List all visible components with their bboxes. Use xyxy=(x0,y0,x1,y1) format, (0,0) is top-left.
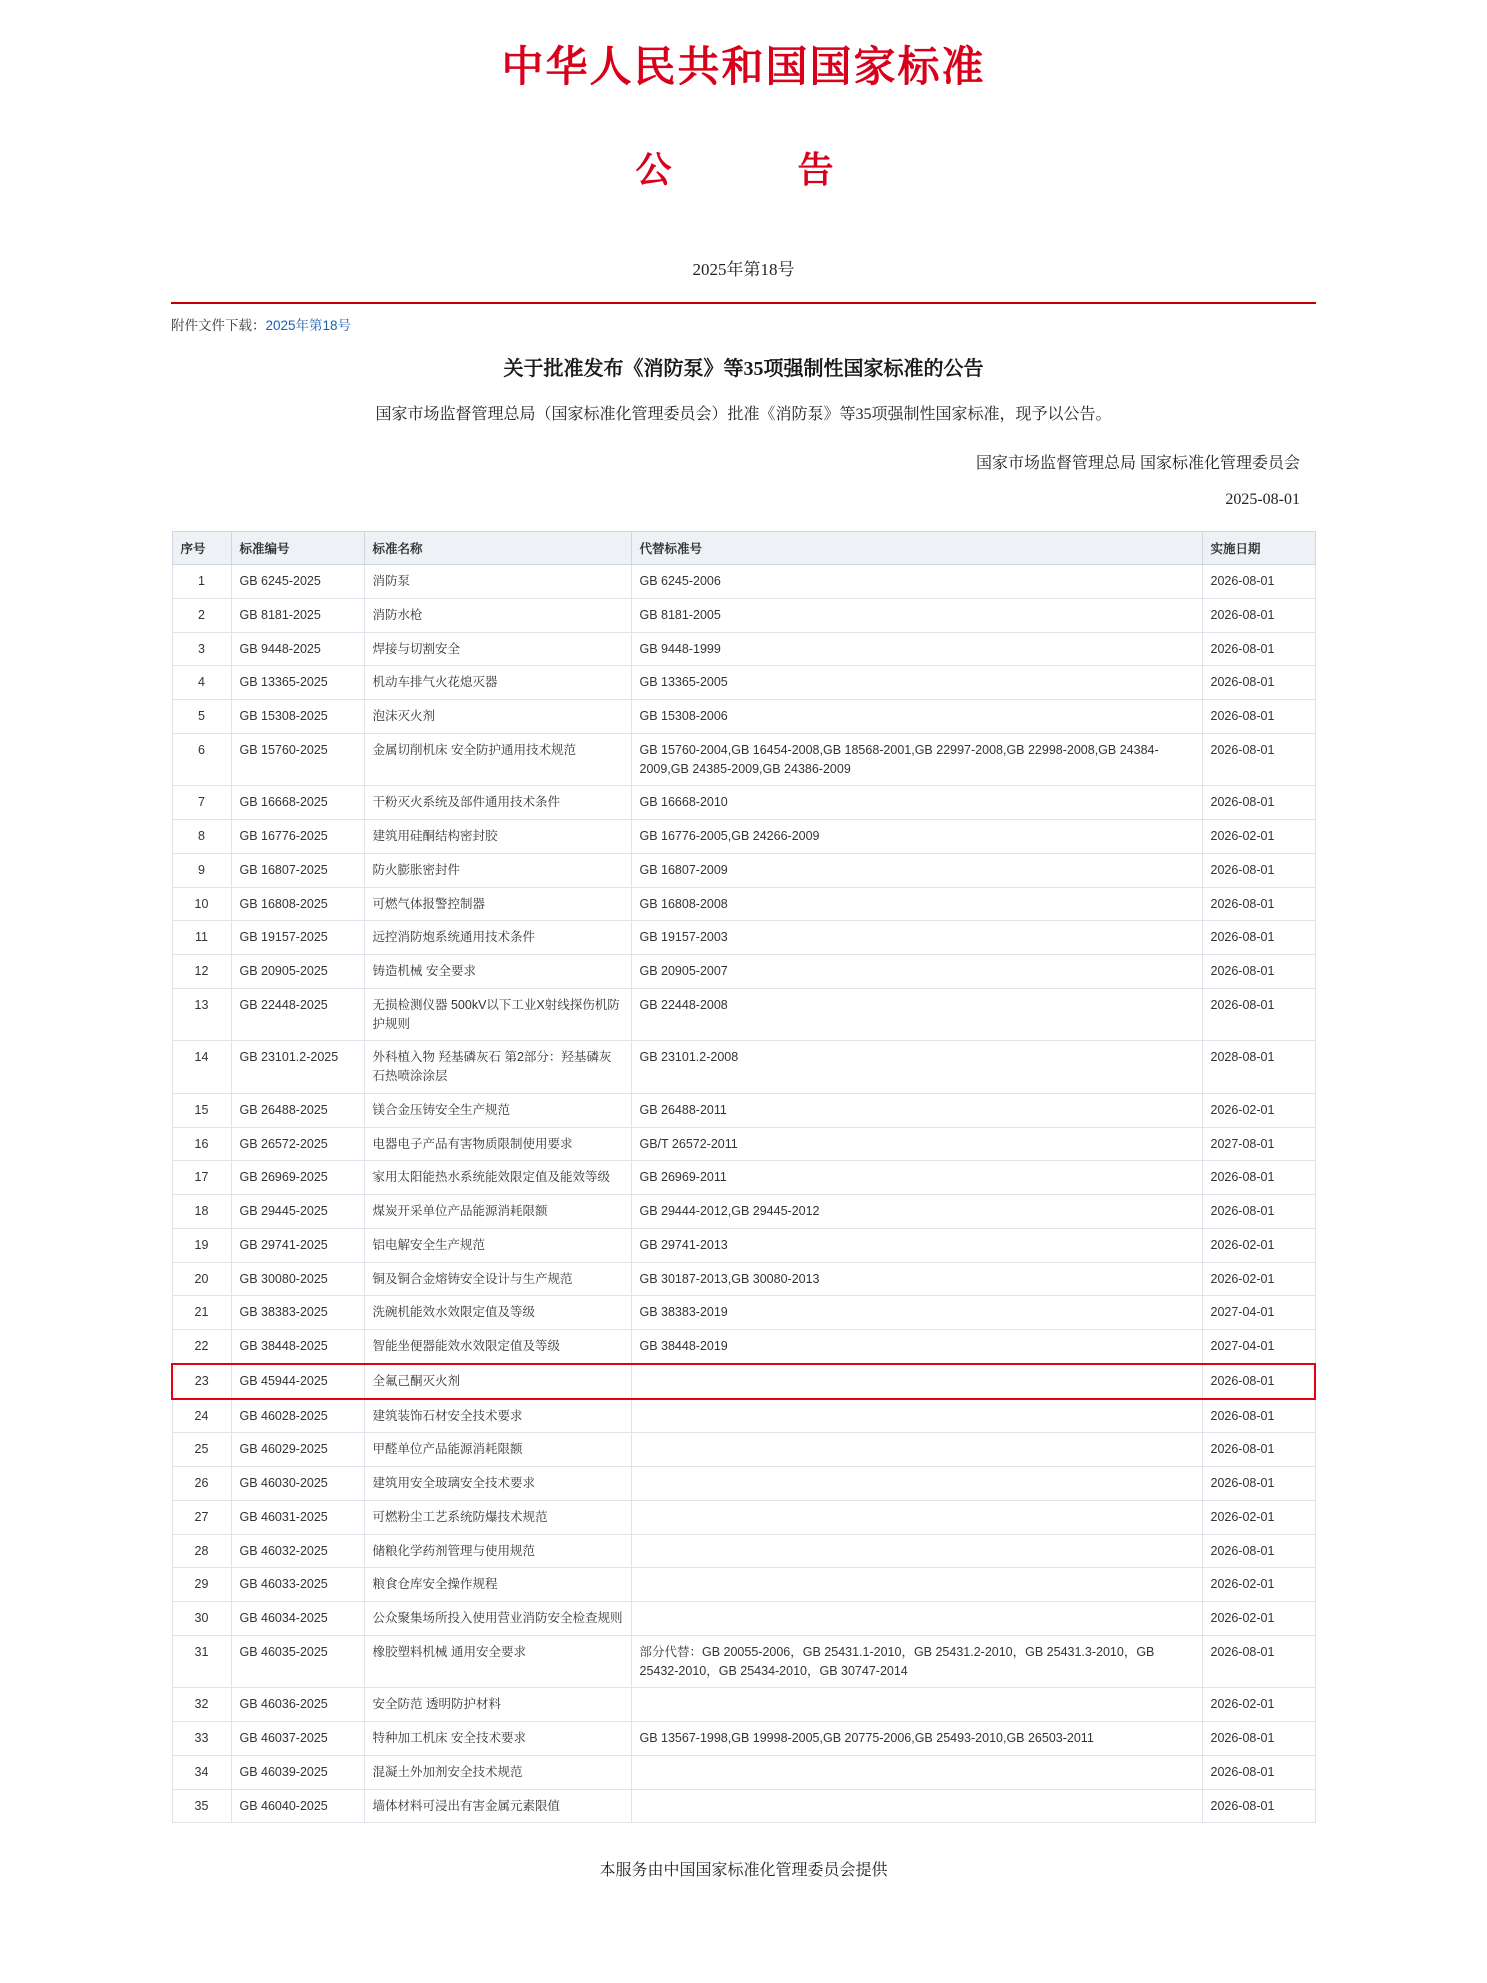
cell-standard-code: GB 16776-2025 xyxy=(231,820,364,854)
cell-standard-code: GB 46029-2025 xyxy=(231,1433,364,1467)
table-row xyxy=(172,1262,1315,1296)
cell-index: 8 xyxy=(172,820,231,854)
column-header-effective-date: 实施日期 xyxy=(1202,532,1315,565)
cell-standard-code: GB 29445-2025 xyxy=(231,1195,364,1229)
cell-replaced-code: GB 16668-2010 xyxy=(631,786,1202,820)
cell-replaced-code: GB 29741-2013 xyxy=(631,1228,1202,1262)
cell-standard-code: GB 22448-2025 xyxy=(231,988,364,1041)
cell-effective-date: 2026-08-01 xyxy=(1202,786,1315,820)
cell-standard-name[interactable]: 铜及铜合金熔铸安全设计与生产规范 xyxy=(364,1262,631,1296)
cell-effective-date: 2026-02-01 xyxy=(1202,1500,1315,1534)
cell-replaced-code xyxy=(631,1467,1202,1501)
table-row xyxy=(172,632,1315,666)
cell-standard-name[interactable]: 镁合金压铸安全生产规范 xyxy=(364,1093,631,1127)
table-row xyxy=(172,1228,1315,1262)
divider xyxy=(171,302,1316,304)
cell-replaced-code: GB 16807-2009 xyxy=(631,853,1202,887)
cell-standard-code: GB 8181-2025 xyxy=(231,598,364,632)
cell-effective-date: 2026-08-01 xyxy=(1202,1534,1315,1568)
cell-effective-date: 2026-08-01 xyxy=(1202,1635,1315,1688)
cell-standard-code: GB 46035-2025 xyxy=(231,1635,364,1688)
cell-effective-date: 2026-02-01 xyxy=(1202,1262,1315,1296)
cell-standard-name[interactable]: 无损检测仪器 500kV以下工业X射线探伤机防护规则 xyxy=(364,988,631,1041)
cell-effective-date: 2026-02-01 xyxy=(1202,1568,1315,1602)
cell-standard-name[interactable]: 公众聚集场所投入使用营业消防安全检查规则 xyxy=(364,1602,631,1636)
cell-index: 27 xyxy=(172,1500,231,1534)
cell-effective-date: 2026-08-01 xyxy=(1202,1161,1315,1195)
cell-effective-date: 2026-02-01 xyxy=(1202,1228,1315,1262)
cell-effective-date: 2026-08-01 xyxy=(1202,887,1315,921)
cell-standard-name[interactable]: 全氟己酮灭火剂 xyxy=(364,1364,631,1399)
cell-standard-code: GB 46036-2025 xyxy=(231,1688,364,1722)
cell-replaced-code: GB 13365-2005 xyxy=(631,666,1202,700)
cell-effective-date: 2026-08-01 xyxy=(1202,1789,1315,1823)
cell-replaced-code: GB 30187-2013,GB 30080-2013 xyxy=(631,1262,1202,1296)
cell-effective-date: 2026-08-01 xyxy=(1202,1364,1315,1399)
cell-standard-code: GB 38448-2025 xyxy=(231,1330,364,1364)
document-signature: 国家市场监督管理总局 国家标准化管理委员会 xyxy=(975,455,1300,472)
cell-standard-code: GB 15760-2025 xyxy=(231,733,364,786)
table-row xyxy=(172,1195,1315,1229)
cell-index: 17 xyxy=(172,1161,231,1195)
cell-replaced-code xyxy=(631,1534,1202,1568)
column-header-replaced-code: 代替标准号 xyxy=(631,532,1202,565)
cell-index: 21 xyxy=(172,1296,231,1330)
cell-standard-code: GB 26572-2025 xyxy=(231,1127,364,1161)
cell-replaced-code: 部分代替：GB 20055-2006，GB 25431.1-2010，GB 25431.2-2010，GB 25431.3-2010，GB 25432-2010，GB 25434-2010，GB 30747-2014 xyxy=(631,1635,1202,1688)
attachment-line xyxy=(171,314,1316,334)
table-row xyxy=(172,700,1315,734)
cell-standard-code: GB 46034-2025 xyxy=(231,1602,364,1636)
cell-effective-date: 2026-08-01 xyxy=(1202,1722,1315,1756)
cell-replaced-code: GB 38448-2019 xyxy=(631,1330,1202,1364)
footer-text: 本服务由中国国家标准化管理委员会提供 xyxy=(599,1862,888,1880)
red-rule xyxy=(171,302,1316,304)
cell-standard-code: GB 16668-2025 xyxy=(231,786,364,820)
cell-standard-name[interactable]: 橡胶塑料机械 通用安全要求 xyxy=(364,1635,631,1688)
cell-standard-name[interactable]: 甲醛单位产品能源消耗限额 xyxy=(364,1433,631,1467)
cell-standard-code: GB 46037-2025 xyxy=(231,1722,364,1756)
cell-index: 22 xyxy=(172,1330,231,1364)
cell-effective-date: 2026-02-01 xyxy=(1202,820,1315,854)
cell-index: 32 xyxy=(172,1688,231,1722)
cell-replaced-code: GB 22448-2008 xyxy=(631,988,1202,1041)
cell-effective-date: 2026-08-01 xyxy=(1202,733,1315,786)
cell-standard-name[interactable]: 煤炭开采单位产品能源消耗限额 xyxy=(364,1195,631,1229)
cell-effective-date: 2027-04-01 xyxy=(1202,1296,1315,1330)
cell-index: 35 xyxy=(172,1789,231,1823)
cell-standard-name[interactable]: 消防水枪 xyxy=(364,598,631,632)
cell-standard-code: GB 6245-2025 xyxy=(231,565,364,599)
cell-standard-name[interactable]: 洗碗机能效水效限定值及等级 xyxy=(364,1296,631,1330)
cell-index: 23 xyxy=(172,1364,231,1399)
cell-index: 20 xyxy=(172,1262,231,1296)
cell-effective-date: 2028-08-01 xyxy=(1202,1041,1315,1094)
table-row xyxy=(172,1722,1315,1756)
cell-index: 18 xyxy=(172,1195,231,1229)
table-row xyxy=(172,1635,1315,1688)
cell-effective-date: 2026-08-01 xyxy=(1202,632,1315,666)
cell-index: 1 xyxy=(172,565,231,599)
cell-index: 7 xyxy=(172,786,231,820)
table-row xyxy=(172,1534,1315,1568)
cell-standard-code: GB 46028-2025 xyxy=(231,1399,364,1433)
cell-standard-name[interactable]: 干粉灭火系统及部件通用技术条件 xyxy=(364,786,631,820)
table-row xyxy=(172,1789,1315,1823)
cell-standard-name[interactable]: 电器电子产品有害物质限制使用要求 xyxy=(364,1127,631,1161)
column-header-standard-code: 标准编号 xyxy=(231,532,364,565)
attachment-download-link[interactable]: 2025年第18号 xyxy=(265,318,352,333)
cell-standard-code: GB 13365-2025 xyxy=(231,666,364,700)
table-row xyxy=(172,988,1315,1041)
table-row xyxy=(172,1161,1315,1195)
table-head xyxy=(172,532,1315,565)
cell-standard-code: GB 16808-2025 xyxy=(231,887,364,921)
cell-standard-name[interactable]: 泡沫灭火剂 xyxy=(364,700,631,734)
cell-replaced-code xyxy=(631,1755,1202,1789)
table-row xyxy=(172,887,1315,921)
cell-index: 26 xyxy=(172,1467,231,1501)
cell-standard-code: GB 26969-2025 xyxy=(231,1161,364,1195)
cell-index: 11 xyxy=(172,921,231,955)
cell-replaced-code: GB 29444-2012,GB 29445-2012 xyxy=(631,1195,1202,1229)
table-row xyxy=(172,1041,1315,1094)
table-row xyxy=(172,786,1315,820)
column-header-index: 序号 xyxy=(172,532,231,565)
cell-effective-date: 2026-08-01 xyxy=(1202,1399,1315,1433)
cell-standard-name[interactable]: 远控消防炮系统通用技术条件 xyxy=(364,921,631,955)
cell-standard-code: GB 15308-2025 xyxy=(231,700,364,734)
cell-replaced-code: GB 16776-2005,GB 24266-2009 xyxy=(631,820,1202,854)
cell-index: 34 xyxy=(172,1755,231,1789)
cell-effective-date: 2026-08-01 xyxy=(1202,700,1315,734)
cell-standard-code: GB 29741-2025 xyxy=(231,1228,364,1262)
cell-effective-date: 2026-08-01 xyxy=(1202,565,1315,599)
table-row xyxy=(172,1467,1315,1501)
cell-standard-name[interactable]: 金属切削机床 安全防护通用技术规范 xyxy=(364,733,631,786)
cell-standard-name[interactable]: 消防泵 xyxy=(364,565,631,599)
cell-standard-code: GB 19157-2025 xyxy=(231,921,364,955)
cell-standard-name[interactable]: 安全防范 透明防护材料 xyxy=(364,1688,631,1722)
cell-replaced-code xyxy=(631,1500,1202,1534)
cell-index: 31 xyxy=(172,1635,231,1688)
table-row xyxy=(172,1688,1315,1722)
cell-standard-name[interactable]: 可燃气体报警控制器 xyxy=(364,887,631,921)
cell-index: 29 xyxy=(172,1568,231,1602)
table-row xyxy=(172,598,1315,632)
cell-effective-date: 2027-08-01 xyxy=(1202,1127,1315,1161)
cell-replaced-code: GB 26969-2011 xyxy=(631,1161,1202,1195)
cell-standard-code: GB 9448-2025 xyxy=(231,632,364,666)
cell-replaced-code: GB 9448-1999 xyxy=(631,632,1202,666)
cell-replaced-code: GB 23101.2-2008 xyxy=(631,1041,1202,1094)
cell-standard-code: GB 46040-2025 xyxy=(231,1789,364,1823)
cell-standard-name[interactable]: 防火膨胀密封件 xyxy=(364,853,631,887)
cell-index: 25 xyxy=(172,1433,231,1467)
cell-effective-date: 2026-08-01 xyxy=(1202,1755,1315,1789)
cell-standard-name[interactable]: 建筑用硅酮结构密封胶 xyxy=(364,820,631,854)
cell-replaced-code: GB/T 26572-2011 xyxy=(631,1127,1202,1161)
cell-effective-date: 2026-02-01 xyxy=(1202,1093,1315,1127)
cell-effective-date: 2026-02-01 xyxy=(1202,1602,1315,1636)
cell-standard-code: GB 20905-2025 xyxy=(231,955,364,989)
cell-replaced-code xyxy=(631,1568,1202,1602)
cell-standard-code: GB 23101.2-2025 xyxy=(231,1041,364,1094)
table-row xyxy=(172,666,1315,700)
cell-effective-date: 2026-08-01 xyxy=(1202,853,1315,887)
table-row xyxy=(172,820,1315,854)
cell-standard-name[interactable]: 建筑装饰石材安全技术要求 xyxy=(364,1399,631,1433)
cell-standard-name[interactable]: 铸造机械 安全要求 xyxy=(364,955,631,989)
table-row xyxy=(172,1364,1315,1399)
cell-standard-name[interactable]: 焊接与切割安全 xyxy=(364,632,631,666)
cell-standard-code: GB 16807-2025 xyxy=(231,853,364,887)
cell-replaced-code: GB 38383-2019 xyxy=(631,1296,1202,1330)
table-row xyxy=(172,1330,1315,1364)
cell-effective-date: 2026-08-01 xyxy=(1202,1433,1315,1467)
cell-index: 28 xyxy=(172,1534,231,1568)
cell-effective-date: 2026-08-01 xyxy=(1202,1467,1315,1501)
cell-index: 16 xyxy=(172,1127,231,1161)
table-row xyxy=(172,853,1315,887)
cell-standard-name[interactable]: 建筑用安全玻璃安全技术要求 xyxy=(364,1467,631,1501)
cell-standard-code: GB 46039-2025 xyxy=(231,1755,364,1789)
cell-effective-date: 2027-04-01 xyxy=(1202,1330,1315,1364)
cell-replaced-code xyxy=(631,1688,1202,1722)
document-date: 2025-08-01 xyxy=(1225,491,1300,508)
cell-index: 30 xyxy=(172,1602,231,1636)
cell-standard-name[interactable]: 智能坐便器能效水效限定值及等级 xyxy=(364,1330,631,1364)
cell-replaced-code xyxy=(631,1602,1202,1636)
cell-replaced-code xyxy=(631,1364,1202,1399)
table-row xyxy=(172,1127,1315,1161)
cell-index: 6 xyxy=(172,733,231,786)
table-row xyxy=(172,1399,1315,1433)
cell-standard-name[interactable]: 混凝土外加剂安全技术规范 xyxy=(364,1755,631,1789)
table-header-row xyxy=(172,532,1315,565)
cell-standard-name[interactable]: 储粮化学药剂管理与使用规范 xyxy=(364,1534,631,1568)
document-title: 关于批准发布《消防泵》等35项强制性国家标准的公告 xyxy=(503,358,984,380)
cell-index: 33 xyxy=(172,1722,231,1756)
cell-effective-date: 2026-08-01 xyxy=(1202,988,1315,1041)
cell-index: 10 xyxy=(172,887,231,921)
cell-standard-name[interactable]: 家用太阳能热水系统能效限定值及能效等级 xyxy=(364,1161,631,1195)
table-row xyxy=(172,1500,1315,1534)
cell-standard-code: GB 46033-2025 xyxy=(231,1568,364,1602)
table-body xyxy=(172,565,1315,1823)
cell-standard-name[interactable]: 外科植入物 羟基磷灰石 第2部分：羟基磷灰石热喷涂涂层 xyxy=(364,1041,631,1094)
table-row xyxy=(172,1602,1315,1636)
cell-standard-name[interactable]: 铝电解安全生产规范 xyxy=(364,1228,631,1262)
cell-standard-code: GB 45944-2025 xyxy=(231,1364,364,1399)
cell-index: 14 xyxy=(172,1041,231,1094)
cell-index: 24 xyxy=(172,1399,231,1433)
cell-index: 12 xyxy=(172,955,231,989)
cell-standard-name[interactable]: 机动车排气火花熄灭器 xyxy=(364,666,631,700)
attachment-label: 附件文件下载： xyxy=(171,318,266,333)
cell-standard-name[interactable]: 可燃粉尘工艺系统防爆技术规范 xyxy=(364,1500,631,1534)
cell-replaced-code: GB 6245-2006 xyxy=(631,565,1202,599)
table-row xyxy=(172,921,1315,955)
table-row xyxy=(172,1296,1315,1330)
table-row xyxy=(172,1433,1315,1467)
cell-index: 9 xyxy=(172,853,231,887)
cell-standard-code: GB 46030-2025 xyxy=(231,1467,364,1501)
table-row xyxy=(172,1568,1315,1602)
cell-index: 4 xyxy=(172,666,231,700)
cell-effective-date: 2026-08-01 xyxy=(1202,921,1315,955)
cell-standard-name[interactable]: 特种加工机床 安全技术要求 xyxy=(364,1722,631,1756)
cell-index: 13 xyxy=(172,988,231,1041)
cell-standard-code: GB 26488-2025 xyxy=(231,1093,364,1127)
cell-standard-name[interactable]: 粮食仓库安全操作规程 xyxy=(364,1568,631,1602)
cell-effective-date: 2026-08-01 xyxy=(1202,955,1315,989)
cell-replaced-code xyxy=(631,1433,1202,1467)
page-title: 中华人民共和国国家标准 xyxy=(501,45,986,91)
cell-replaced-code: GB 19157-2003 xyxy=(631,921,1202,955)
cell-index: 3 xyxy=(172,632,231,666)
cell-replaced-code: GB 13567-1998,GB 19998-2005,GB 20775-2006,GB 25493-2010,GB 26503-2011 xyxy=(631,1722,1202,1756)
cell-standard-code: GB 46032-2025 xyxy=(231,1534,364,1568)
issue-number: 2025年第18号 xyxy=(692,260,795,279)
cell-effective-date: 2026-08-01 xyxy=(1202,598,1315,632)
page-subtitle: 公 告 xyxy=(635,150,852,190)
cell-standard-code: GB 46031-2025 xyxy=(231,1500,364,1534)
table-row xyxy=(172,1093,1315,1127)
cell-replaced-code: GB 26488-2011 xyxy=(631,1093,1202,1127)
document-body: 国家市场监督管理总局（国家标准化管理委员会）批准《消防泵》等35项强制性国家标准，现予以公告。 xyxy=(375,406,1112,423)
cell-standard-code: GB 30080-2025 xyxy=(231,1262,364,1296)
cell-replaced-code: GB 8181-2005 xyxy=(631,598,1202,632)
cell-replaced-code: GB 20905-2007 xyxy=(631,955,1202,989)
standards-table xyxy=(171,531,1316,1823)
cell-standard-code: GB 38383-2025 xyxy=(231,1296,364,1330)
cell-index: 19 xyxy=(172,1228,231,1262)
table-row xyxy=(172,1755,1315,1789)
table-row xyxy=(172,733,1315,786)
column-header-standard-name: 标准名称 xyxy=(364,532,631,565)
cell-index: 2 xyxy=(172,598,231,632)
table-row xyxy=(172,565,1315,599)
cell-replaced-code xyxy=(631,1789,1202,1823)
cell-replaced-code: GB 16808-2008 xyxy=(631,887,1202,921)
cell-effective-date: 2026-08-01 xyxy=(1202,666,1315,700)
table-row xyxy=(172,955,1315,989)
cell-replaced-code: GB 15308-2006 xyxy=(631,700,1202,734)
cell-index: 5 xyxy=(172,700,231,734)
cell-effective-date: 2026-08-01 xyxy=(1202,1195,1315,1229)
cell-effective-date: 2026-02-01 xyxy=(1202,1688,1315,1722)
cell-index: 15 xyxy=(172,1093,231,1127)
cell-replaced-code xyxy=(631,1399,1202,1433)
cell-standard-name[interactable]: 墙体材料可浸出有害金属元素限值 xyxy=(364,1789,631,1823)
cell-replaced-code: GB 15760-2004,GB 16454-2008,GB 18568-2001,GB 22997-2008,GB 22998-2008,GB 24384-2009,GB 24385-2009,GB 24386-2009 xyxy=(631,733,1202,786)
